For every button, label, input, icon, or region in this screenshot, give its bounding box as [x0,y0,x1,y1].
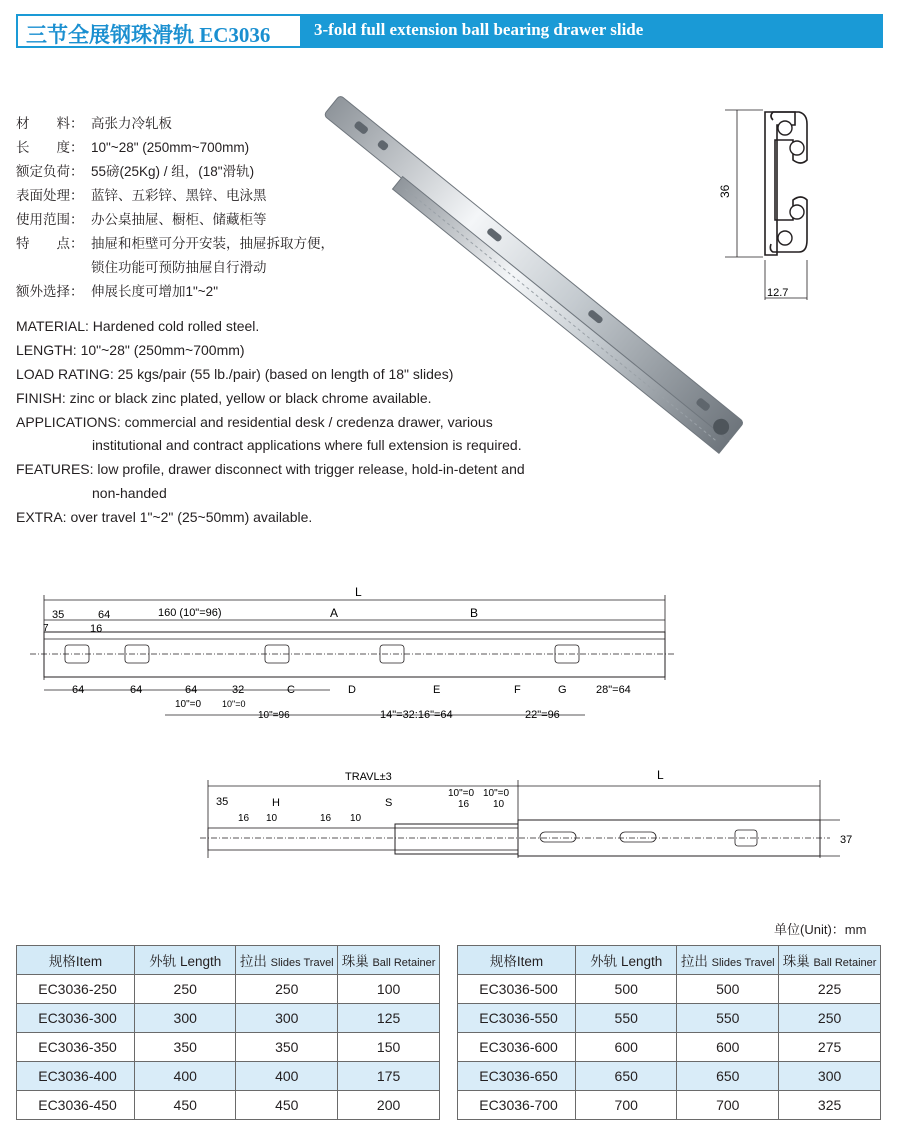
col-model: 规格Item [17,946,135,975]
dim-height: 36 [718,184,732,198]
spec-finish: FINISH: zinc or black zinc plated, yellow or black chrome available. [16,390,432,406]
table-row [458,1033,881,1062]
table-row [458,1091,881,1120]
label-bottom-5: D [348,684,356,696]
spec-cn-value: 高张力冷轧板 [91,116,172,131]
label-bottom-7: F [514,684,521,696]
label-A: A [330,606,339,620]
col-length: 外轨 Length [576,946,677,975]
cell-model: EC3036-650 [458,1062,576,1091]
table-row [17,1033,440,1062]
col-length: 外轨 Length [135,946,236,975]
cell-retainer: 225 [779,975,881,1004]
label-t2: 10"=0 [483,788,510,799]
col-travel: 拉出 Slides Travel [677,946,779,975]
cell-length: 250 [135,975,236,1004]
cell-model: EC3036-550 [458,1004,576,1033]
spec-cn-row [16,187,267,205]
page-title-cn: 三节全展钢珠滑轨 EC3036 [26,23,271,47]
label-sub3: 10"=96 [258,710,290,721]
label-bottom-1: 64 [130,684,143,696]
cell-model: EC3036-250 [17,975,135,1004]
table-row [17,1091,440,1120]
label-16c: 16 [458,799,470,810]
profile-cross-section [715,100,825,310]
spec-cn-value: 伸展长度可增加1"~2" [91,284,218,299]
spec-extra: EXTRA: over travel 1"~2" (25~50mm) available. [16,509,313,525]
dimension-drawing-1 [30,585,690,730]
label-bottom-0: 64 [72,684,85,696]
spec-table-left [16,945,440,1120]
label-S: S [385,797,393,809]
cell-retainer: 275 [779,1033,881,1062]
label-H: H [272,797,280,809]
cell-retainer: 200 [338,1091,440,1120]
label-10c: 10 [493,799,505,810]
table-row [17,975,440,1004]
cell-length: 650 [576,1062,677,1091]
cell-retainer: 250 [779,1004,881,1033]
spec-cn-label: 表面处理： [16,188,84,203]
cell-retainer: 150 [338,1033,440,1062]
label-35: 35 [52,609,65,621]
dimension-drawing-2 [200,768,870,878]
label-16: 16 [90,623,103,635]
label-16a: 16 [238,813,250,824]
label-160: 160 (10"=96) [158,607,222,619]
spec-load: LOAD RATING: 25 kgs/pair (55 lb./pair) (based on length of 18" slides) [16,366,454,382]
label-10a: 10 [266,813,278,824]
label-sub4: 14"=32:16"=64 [380,709,453,721]
cell-travel: 350 [236,1033,338,1062]
cell-travel: 250 [236,975,338,1004]
cell-model: EC3036-600 [458,1033,576,1062]
table-row [17,1062,440,1091]
cell-length: 550 [576,1004,677,1033]
spec-cn-value: 锁住功能可预防抽屉自行滑动 [91,260,267,275]
unit-label: 单位(Unit)：mm [774,922,867,937]
spec-cn-value: 55磅(25Kg) / 组，(18"滑轨) [91,164,255,179]
label-10b: 10 [350,813,362,824]
cell-length: 400 [135,1062,236,1091]
label-L: L [355,585,362,599]
cell-retainer: 100 [338,975,440,1004]
table-row [458,1004,881,1033]
label-16b: 16 [320,813,332,824]
cell-travel: 650 [677,1062,779,1091]
spec-cn-row [16,163,254,181]
spec-cn-value: 10"~28" (250mm~700mm) [91,140,250,155]
cell-retainer: 325 [779,1091,881,1120]
cell-retainer: 300 [779,1062,881,1091]
table-row [458,975,881,1004]
cell-model: EC3036-350 [17,1033,135,1062]
cell-length: 300 [135,1004,236,1033]
cell-travel: 550 [677,1004,779,1033]
table-row [458,1062,881,1091]
cell-model: EC3036-300 [17,1004,135,1033]
spec-cn-row [16,115,172,133]
spec-table-right [457,945,881,1120]
spec-applications: APPLICATIONS: commercial and residential desk / credenza drawer, various [16,414,493,430]
page-title-en: 3-fold full extension ball bearing drawer slide [314,20,644,39]
spec-features: FEATURES: low profile, drawer disconnect with trigger release, hold-in-detent and [16,461,525,477]
cell-travel: 500 [677,975,779,1004]
spec-cn-row [16,259,267,277]
table-row [17,1004,440,1033]
cell-retainer: 175 [338,1062,440,1091]
spec-cn-label: 材 料： [16,116,84,131]
label-bottom-6: E [433,684,441,696]
col-retainer: 珠巢 Ball Retainer [338,946,440,975]
cell-travel: 300 [236,1004,338,1033]
spec-cn-label: 额定负荷： [16,164,84,179]
label-L-2: L [657,768,664,782]
cell-length: 350 [135,1033,236,1062]
spec-length: LENGTH: 10"~28" (250mm~700mm) [16,342,245,358]
spec-cn-value: 抽屉和柜壁可分开安装，抽屉拆取方便， [91,236,334,251]
spec-cn-label: 额外选择： [16,284,84,299]
cell-length: 500 [576,975,677,1004]
cell-travel: 400 [236,1062,338,1091]
cell-travel: 450 [236,1091,338,1120]
cell-retainer: 125 [338,1004,440,1033]
label-37: 37 [840,834,853,846]
spec-cn-row [16,235,334,253]
cell-model: EC3036-450 [17,1091,135,1120]
cell-model: EC3036-400 [17,1062,135,1091]
col-travel: 拉出 Slides Travel [236,946,338,975]
dim-width: 12.7 [767,287,789,299]
label-B: B [470,606,479,620]
label-bottom-4: C [287,684,295,696]
label-7: 7 [43,623,49,634]
spec-cn-value: 蓝锌、五彩锌、黑锌、电泳黑 [91,188,267,203]
label-sub1: 10"=0 [175,699,202,710]
spec-cn-label: 使用范围： [16,212,84,227]
spec-material: MATERIAL: Hardened cold rolled steel. [16,318,260,334]
spec-cn-label: 特 点： [16,236,84,251]
cell-length: 600 [576,1033,677,1062]
spec-cn-row [16,283,218,301]
cell-model: EC3036-700 [458,1091,576,1120]
label-travel: TRAVL±3 [345,771,392,783]
spec-features-cont: non-handed [92,485,167,501]
spec-applications-cont: institutional and contract applications where full extension is required. [92,437,522,453]
cell-length: 450 [135,1091,236,1120]
cell-travel: 600 [677,1033,779,1062]
spec-cn-row [16,139,249,157]
label-sub2: 10"=0 [222,699,246,709]
label-bottom-2: 64 [185,684,198,696]
label-35-2: 35 [216,796,229,808]
cell-length: 700 [576,1091,677,1120]
col-model: 规格Item [458,946,576,975]
label-bottom-8: G [558,684,567,696]
label-bottom-3: 32 [232,684,245,696]
cell-travel: 700 [677,1091,779,1120]
spec-cn-value: 办公桌抽屉、橱柜、储藏柜等 [91,212,267,227]
label-bottom-9: 28"=64 [596,684,631,696]
col-retainer: 珠巢 Ball Retainer [779,946,881,975]
spec-cn-row [16,211,267,229]
label-64: 64 [98,609,111,621]
label-t1: 10"=0 [448,788,475,799]
cell-model: EC3036-500 [458,975,576,1004]
label-sub5: 22"=96 [525,709,560,721]
spec-cn-label: 长 度： [16,140,84,155]
